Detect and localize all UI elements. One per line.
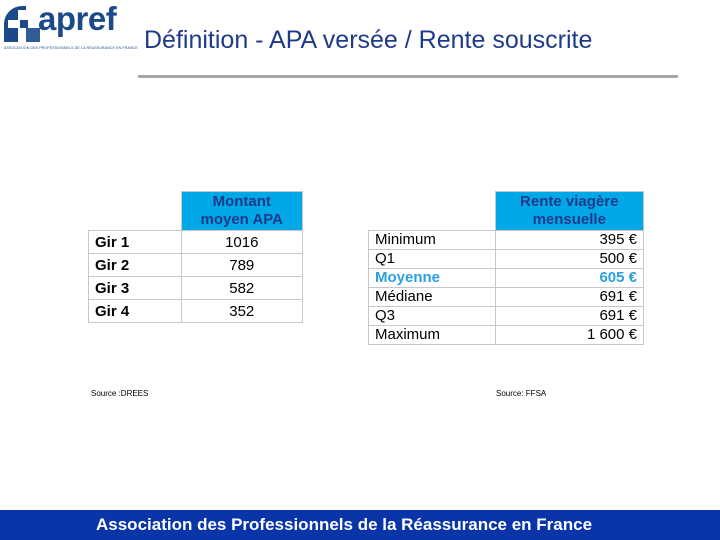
rente-header-row xyxy=(369,192,644,231)
apa-row-label: Gir 3 xyxy=(89,277,182,300)
apa-row xyxy=(89,277,303,300)
apa-header-cell xyxy=(181,192,303,231)
title-divider xyxy=(138,75,678,78)
rente-header-cell xyxy=(495,192,644,231)
rente-row xyxy=(369,326,644,345)
rente-row xyxy=(369,269,644,288)
apa-header-line-2: moyen APA xyxy=(200,211,283,228)
apa-row xyxy=(89,231,303,254)
apa-table xyxy=(88,191,303,323)
apa-row-value: 789 xyxy=(181,254,303,277)
apa-row xyxy=(89,300,303,323)
rente-row-label: Maximum xyxy=(369,326,496,345)
rente-row xyxy=(369,231,644,250)
rente-row xyxy=(369,307,644,326)
rente-row-label: Moyenne xyxy=(369,269,496,288)
apa-row-value: 582 xyxy=(181,277,303,300)
rente-source-note: Source: FFSA xyxy=(496,389,547,398)
apref-logo xyxy=(4,0,138,54)
rente-row-value: 605 € xyxy=(495,269,644,288)
rente-row-label: Q1 xyxy=(369,250,496,269)
rente-header-line-1: Rente viagère xyxy=(520,193,619,210)
logo-tagline: ASSOCIATION DES PROFESSIONNELS DE LA RÉASSURANCE EN FRANCE xyxy=(4,46,138,50)
rente-row xyxy=(369,288,644,307)
apa-row-label: Gir 4 xyxy=(89,300,182,323)
footer-text: Association des Professionnels de la Réassurance en France xyxy=(96,515,593,534)
rente-row-value: 1 600 € xyxy=(495,326,644,345)
footer-bar xyxy=(0,510,720,540)
page-title: Définition - APA versée / Rente souscrite xyxy=(144,26,593,54)
rente-row-value: 691 € xyxy=(495,288,644,307)
apa-source-note: Source :DREES xyxy=(91,389,149,398)
apref-logo-mark-icon xyxy=(4,6,40,42)
rente-row-label: Minimum xyxy=(369,231,496,250)
rente-row xyxy=(369,250,644,269)
rente-row-value: 691 € xyxy=(495,307,644,326)
apa-row-label: Gir 2 xyxy=(89,254,182,277)
rente-row-label: Médiane xyxy=(369,288,496,307)
apa-header-row xyxy=(89,192,303,231)
apa-row-label: Gir 1 xyxy=(89,231,182,254)
logo-wordmark: apref xyxy=(38,0,117,37)
apa-header-line-1: Montant xyxy=(212,193,271,210)
rente-table xyxy=(368,191,644,345)
apa-row-value: 352 xyxy=(181,300,303,323)
apa-row xyxy=(89,254,303,277)
rente-row-label: Q3 xyxy=(369,307,496,326)
rente-header-line-2: mensuelle xyxy=(532,211,606,228)
apa-row-value: 1016 xyxy=(181,231,303,254)
rente-row-value: 395 € xyxy=(495,231,644,250)
rente-row-value: 500 € xyxy=(495,250,644,269)
